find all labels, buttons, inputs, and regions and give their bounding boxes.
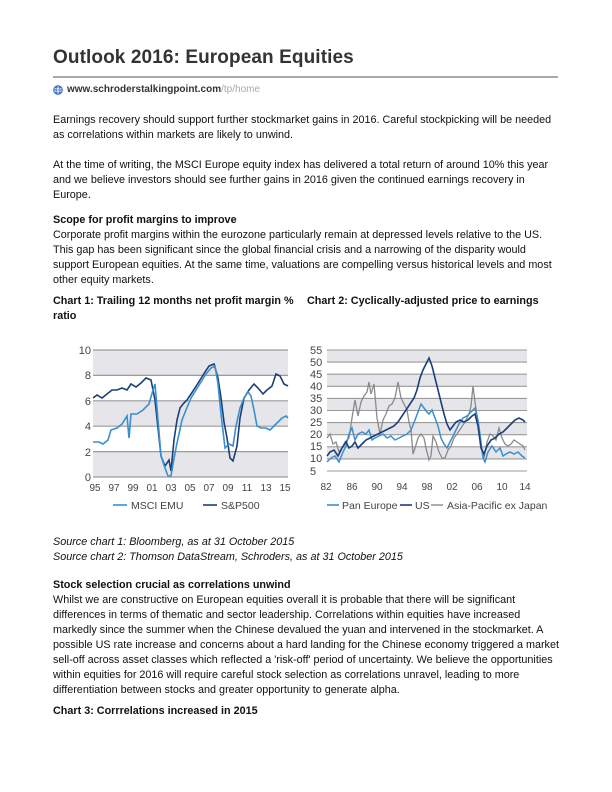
chart1-plot-area [79, 345, 291, 512]
chart2-x-axis [320, 482, 531, 493]
svg-text:82: 82 [320, 482, 332, 493]
svg-text:55: 55 [310, 345, 323, 357]
section-body-stock-selection: Whilst we are constructive on European equities overall it is probable that there will be significant differences in terms of thematic and sector leadership. Correlations within equities have increased markedly since the summer when the Chinese devalued the yuan and intervened in the stockmarket. A possible US rate increase and concerns about a hard landing for the Chinese economy triggered a market sell-off across asset classes which reflected a 'risk-off' period of uncertainty. We believe the opportunities within equities for 2016 will require careful stock selection as correlations unravel, leading to more differentiation between stocks and greater opportunity to generate alpha. [53, 594, 559, 696]
svg-text:15: 15 [310, 441, 323, 453]
intro-paragraph-1: Earnings recovery should support further stockmarket gains in 2016. Careful stockpicking will be needed as correlations within markets are likely to unwind. [53, 114, 552, 141]
svg-text:94: 94 [396, 482, 408, 493]
globe-icon [53, 85, 63, 95]
svg-text:07: 07 [203, 483, 215, 494]
section-heading-stock-selection: Stock selection crucial as correlations unwind [53, 579, 291, 591]
svg-text:14: 14 [519, 482, 531, 493]
svg-text:40: 40 [310, 381, 323, 393]
svg-text:4: 4 [84, 421, 91, 433]
svg-text:05: 05 [184, 483, 196, 494]
svg-text:02: 02 [446, 482, 458, 493]
chart2-legend [327, 500, 548, 512]
svg-text:20: 20 [310, 429, 323, 441]
svg-text:97: 97 [108, 483, 120, 494]
chart3-title: Chart 3: Corrrelations increased in 2015 [53, 705, 258, 717]
chart1-title: Chart 1: Trailing 12 months net profit margin % ratio [53, 295, 294, 322]
chart1-y-axis [79, 345, 91, 484]
chart2-title: Chart 2: Cyclically-adjusted price to earnings [307, 295, 539, 307]
source-chart1: Source chart 1: Bloomberg, as at 31 October 2015 [53, 536, 295, 548]
svg-text:09: 09 [222, 483, 234, 494]
section-body-profit-margins: Corporate profit margins within the eurozone particularly remain at depressed levels relative to the US. This gap has been significant since the global financial crisis and a narrowing of the disparity would support European equities. At the same time, valuations are compelling versus historical levels and most other equity markets. [53, 229, 552, 286]
svg-text:Asia-Pacific ex Japan: Asia-Pacific ex Japan [447, 500, 548, 512]
svg-text:45: 45 [310, 369, 323, 381]
svg-text:11: 11 [241, 483, 253, 494]
svg-text:8: 8 [84, 370, 91, 382]
svg-text:S&P500: S&P500 [221, 500, 260, 512]
svg-text:10: 10 [310, 453, 323, 465]
svg-text:15: 15 [279, 483, 291, 494]
svg-text:13: 13 [260, 483, 272, 494]
source-chart2: Source chart 2: Thomson DataStream, Schroders, as at 31 October 2015 [53, 551, 403, 563]
intro-paragraph-2: At the time of writing, the MSCI Europe equity index has delivered a total return of around 10% this year and we believe investors should see further gains in 2016 given the continued earnings recovery in Europe. [53, 159, 549, 201]
url-domain[interactable]: www.schroderstalkingpoint.com [67, 84, 222, 95]
svg-text:6: 6 [84, 396, 91, 408]
svg-text:30: 30 [310, 405, 323, 417]
svg-text:2: 2 [84, 447, 91, 459]
svg-text:86: 86 [346, 482, 358, 493]
svg-text:MSCI EMU: MSCI EMU [131, 500, 184, 512]
svg-text:01: 01 [146, 483, 158, 494]
svg-text:90: 90 [371, 482, 383, 493]
url-path[interactable]: /tp/home [221, 84, 261, 95]
svg-text:35: 35 [310, 393, 323, 405]
chart1-profit-margin [55, 338, 300, 518]
svg-text:0: 0 [84, 472, 91, 484]
svg-text:Pan Europe: Pan Europe [342, 500, 398, 512]
svg-text:50: 50 [310, 357, 323, 369]
section-heading-profit-margins: Scope for profit margins to improve [53, 214, 237, 226]
chart1-x-axis [89, 483, 291, 494]
svg-text:95: 95 [89, 483, 101, 494]
title-divider [53, 76, 558, 78]
source-url[interactable] [53, 84, 260, 95]
svg-text:98: 98 [421, 482, 433, 493]
svg-text:06: 06 [471, 482, 483, 493]
chart1-legend [113, 500, 260, 512]
chart2-cape-ratio [305, 338, 560, 518]
svg-text:03: 03 [165, 483, 177, 494]
chart2-plot-area [310, 345, 548, 512]
svg-text:99: 99 [127, 483, 139, 494]
svg-text:5: 5 [310, 466, 317, 478]
chart2-y-axis [310, 345, 322, 478]
svg-text:10: 10 [496, 482, 508, 493]
svg-text:10: 10 [78, 345, 91, 357]
page-title: Outlook 2016: European Equities [53, 47, 354, 68]
svg-text:25: 25 [310, 417, 323, 429]
svg-text:US: US [415, 500, 430, 512]
